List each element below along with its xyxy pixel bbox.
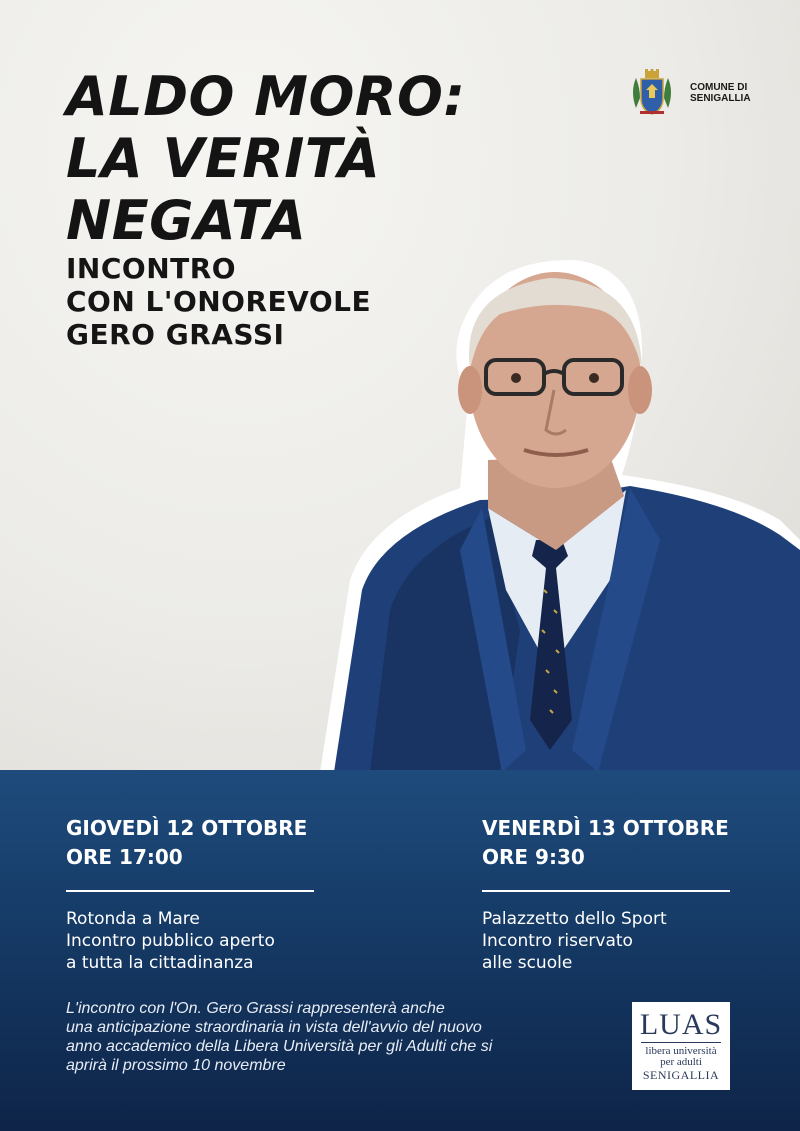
- event-info: [482, 908, 782, 974]
- note-line: anno accademico della Libera Università per gli Adulti che si: [66, 1038, 493, 1055]
- luas-city: SENIGALLIA: [642, 1068, 720, 1082]
- luas-mark: LUAS: [639, 1008, 723, 1041]
- note-line: aprirà il prossimo 10 novembre: [66, 1057, 286, 1074]
- note-line: una anticipazione straordinaria in vista dell'avvio del nuovo: [66, 1019, 482, 1036]
- comune-logo: [628, 68, 768, 118]
- luas-line: per adulti: [660, 1056, 702, 1068]
- event-title: [66, 66, 465, 252]
- event-desc: Incontro riservato: [482, 931, 633, 951]
- divider: [482, 890, 730, 892]
- event-date: VENERDÌ 13 OTTOBRE: [482, 816, 729, 840]
- comune-name: [690, 82, 751, 104]
- comune-line: SENIGALLIA: [690, 93, 751, 104]
- comune-line: COMUNE DI: [690, 82, 748, 93]
- title-line: NEGATA: [66, 189, 307, 252]
- luas-logo: [632, 1002, 730, 1090]
- event-place: Rotonda a Mare: [66, 909, 200, 929]
- event-block-giovedi: [66, 814, 366, 974]
- event-datetime: [482, 814, 782, 872]
- event-time: ORE 17:00: [66, 845, 183, 869]
- speaker-portrait: [310, 250, 800, 772]
- academic-year-note: [66, 999, 626, 1075]
- luas-divider: [641, 1042, 721, 1043]
- note-line: L'incontro con l'On. Gero Grassi rappresenterà anche: [66, 1000, 445, 1017]
- event-block-venerdi: [482, 814, 782, 974]
- luas-line: libera università: [645, 1045, 717, 1057]
- title-line: LA VERITÀ: [66, 127, 381, 190]
- event-date: GIOVEDÌ 12 OTTOBRE: [66, 816, 308, 840]
- event-info: [66, 908, 366, 974]
- event-desc: alle scuole: [482, 953, 573, 973]
- divider: [66, 890, 314, 892]
- event-place: Palazzetto dello Sport: [482, 909, 667, 929]
- title-line: ALDO MORO:: [66, 65, 466, 128]
- subtitle-line: GERO GRASSI: [66, 318, 285, 351]
- event-desc: a tutta la cittadinanza: [66, 953, 254, 973]
- event-time: ORE 9:30: [482, 845, 585, 869]
- subtitle-line: INCONTRO: [66, 252, 237, 285]
- coat-of-arms-icon: [628, 68, 676, 118]
- subtitle-line: CON L'ONOREVOLE: [66, 285, 372, 318]
- event-desc: Incontro pubblico aperto: [66, 931, 275, 951]
- event-details-band: [0, 770, 800, 1131]
- event-datetime: [66, 814, 366, 872]
